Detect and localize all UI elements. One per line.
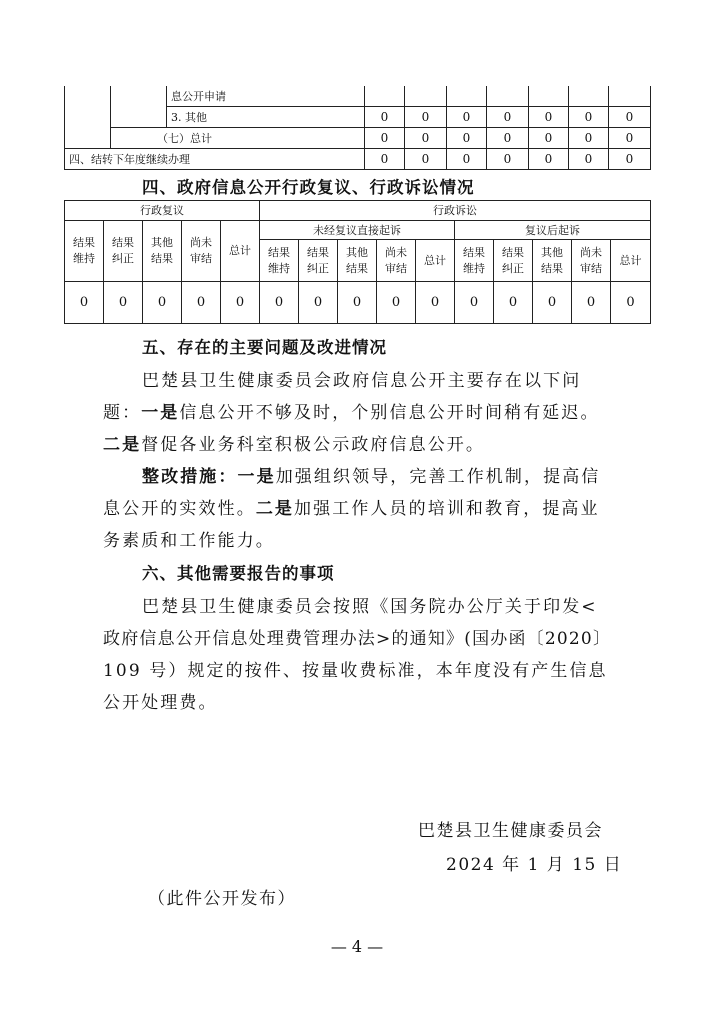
review-header: 行政复议 [65, 201, 260, 221]
subcategory-cell [111, 86, 167, 128]
direct-suit-header: 未经复议直接起诉 [260, 221, 455, 240]
section6-line2: 政府信息公开信息处理费管理办法>的通知》(国办函〔2020〕 [103, 629, 612, 649]
disposal-table-continued [64, 86, 651, 170]
direct-col-4: 尚未 审结 [377, 240, 416, 282]
section5-line2: 题：一是信息公开不够及时，个别信息公开时间稍有延迟。 [103, 403, 600, 423]
review-col-4: 尚未 审结 [182, 221, 221, 282]
section6-line3: 109 号）规定的按件、按量收费标准，本年度没有产生信息 [103, 661, 608, 681]
section5-heading: 五、存在的主要问题及改进情况 [142, 338, 387, 357]
section5-line4: 整改措施：一是加强组织领导，完善工作机制，提高信 [142, 467, 601, 487]
after-col-5: 总计 [611, 240, 651, 282]
row-label-request: 息公开申请 [167, 86, 365, 107]
row-label-other: 3. 其他 [167, 107, 365, 128]
section6-line4: 公开处理费。 [103, 693, 218, 713]
section5-line6: 务素质和工作能力。 [103, 531, 275, 551]
section6-heading: 六、其他需要报告的事项 [142, 564, 335, 583]
page-number: — 4 — [330, 937, 384, 956]
section5-line5: 息公开的实效性。二是加强工作人员的培训和教育，提高业 [103, 499, 600, 519]
after-col-2: 结果 纠正 [494, 240, 533, 282]
public-release-note: （此件公开发布） [148, 889, 296, 909]
table-row: 四、结转下年度继续办理 0 0 0 0 0 0 0 [65, 149, 651, 170]
signature-date: 2024 年 1 月 15 日 [446, 855, 623, 875]
review-col-5: 总计 [221, 221, 260, 282]
section5-line1: 巴楚县卫生健康委员会政府信息公开主要存在以下问 [142, 371, 582, 391]
row-label-total: （七）总计 [111, 128, 365, 149]
section6-line1: 巴楚县卫生健康委员会按照《国务院办公厅关于印发< [142, 597, 598, 617]
after-col-1: 结果 维持 [455, 240, 494, 282]
row-label-carryover: 四、结转下年度继续办理 [65, 149, 365, 170]
direct-col-2: 结果 纠正 [299, 240, 338, 282]
direct-col-3: 其他 结果 [338, 240, 377, 282]
table-row: （七）总计 0 0 0 0 0 0 0 [65, 128, 651, 149]
review-litigation-table [64, 200, 651, 324]
review-col-2: 结果 纠正 [104, 221, 143, 282]
table-row: 0 0 0 0 0 0 0 0 0 0 0 0 0 0 0 [65, 282, 651, 324]
section4-heading: 四、政府信息公开行政复议、行政诉讼情况 [142, 178, 475, 197]
section5-line3: 二是督促各业务科室积极公示政府信息公开。 [103, 435, 486, 455]
category-cell [65, 86, 111, 149]
direct-col-1: 结果 维持 [260, 240, 299, 282]
signature-org: 巴楚县卫生健康委员会 [418, 821, 603, 841]
direct-col-5: 总计 [416, 240, 455, 282]
after-review-header: 复议后起诉 [455, 221, 651, 240]
review-col-1: 结果 维持 [65, 221, 104, 282]
after-col-3: 其他 结果 [533, 240, 572, 282]
review-col-3: 其他 结果 [143, 221, 182, 282]
table-row: 3. 其他 0 0 0 0 0 0 0 [65, 107, 651, 128]
litigation-header: 行政诉讼 [260, 201, 651, 221]
after-col-4: 尚未 审结 [572, 240, 611, 282]
